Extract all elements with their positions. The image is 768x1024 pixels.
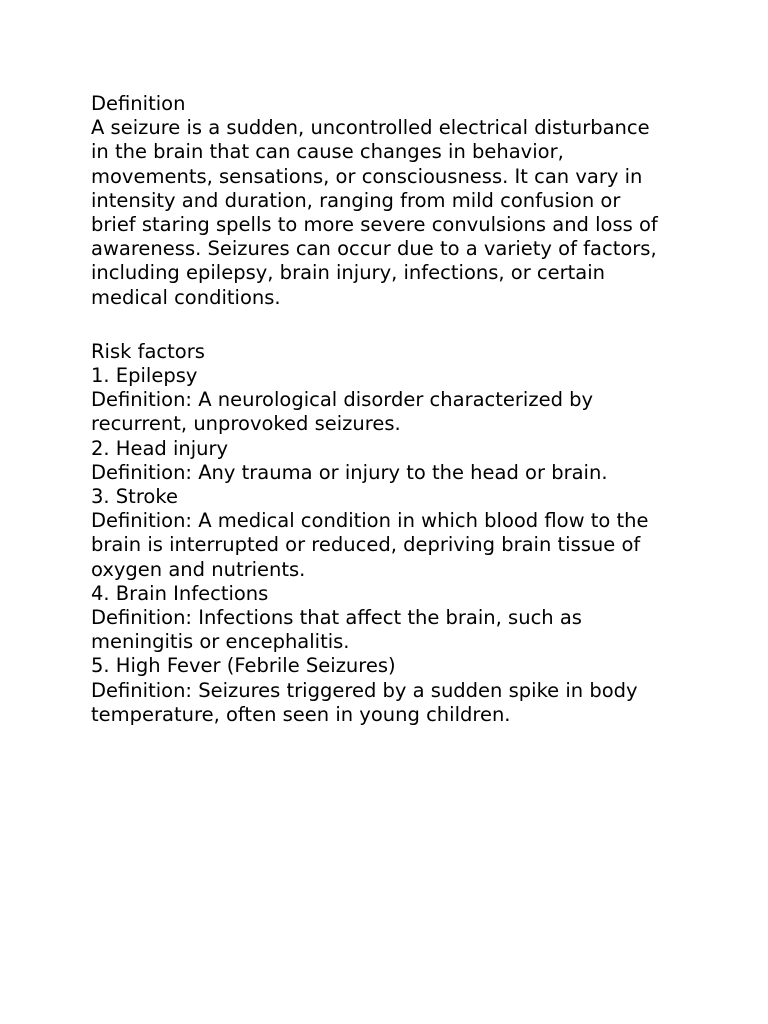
- risk-factor-item-brain-infections: [91, 582, 691, 655]
- risk-factor-definition-line: temperature, often seen in young children.: [91, 702, 511, 726]
- document-page: [91, 92, 691, 727]
- section-spacer: [91, 310, 691, 340]
- risk-factor-definition-line: Definition: A medical condition in which blood flow to the: [91, 509, 649, 533]
- definition-line: medical conditions.: [91, 285, 281, 309]
- definition-heading: Definition: [91, 92, 186, 115]
- risk-factor-definition-line: oxygen and nutrients.: [91, 557, 306, 581]
- risk-factor-title: 3. Stroke: [91, 485, 178, 509]
- definition-line: in the brain that can cause changes in behavior,: [91, 140, 564, 164]
- definition-line: brief staring spells to more severe convulsions and loss of: [91, 213, 658, 237]
- risk-factors-heading: Risk factors: [91, 339, 205, 363]
- definition-line: movements, sensations, or consciousness. It can vary in: [91, 164, 643, 188]
- risk-factor-item-high-fever: [91, 654, 691, 727]
- risk-factor-definition-line: meningitis or encephalitis.: [91, 630, 350, 654]
- risk-factor-definition-line: brain is interrupted or reduced, depriving brain tissue of: [91, 533, 641, 557]
- risk-factor-title: 2. Head injury: [91, 436, 229, 460]
- risk-factor-definition-line: Definition: A neurological disorder characterized by: [91, 388, 594, 412]
- risk-factor-title: 4. Brain Infections: [91, 581, 269, 605]
- definition-paragraph: [91, 116, 691, 310]
- risk-factor-title: 5. High Fever (Febrile Seizures): [91, 654, 396, 678]
- definition-section: [91, 92, 691, 310]
- risk-factor-item-head-injury: [91, 437, 691, 485]
- risk-factor-definition-line: Definition: Seizures triggered by a sudden spike in body: [91, 678, 638, 702]
- risk-factor-item-stroke: [91, 485, 691, 582]
- definition-line: intensity and duration, ranging from mild confusion or: [91, 188, 621, 212]
- definition-line: including epilepsy, brain injury, infections, or certain: [91, 261, 606, 285]
- risk-factors-section: [91, 340, 691, 727]
- risk-factor-definition-line: Definition: Any trauma or injury to the head or brain.: [91, 460, 608, 484]
- risk-factor-definition-line: Definition: Infections that affect the brain, such as: [91, 606, 582, 630]
- definition-line: awareness. Seizures can occur due to a variety of factors,: [91, 237, 657, 261]
- risk-factor-item-epilepsy: [91, 364, 691, 437]
- risk-factor-definition-line: recurrent, unprovoked seizures.: [91, 412, 401, 436]
- risk-factor-title: 1. Epilepsy: [91, 364, 198, 388]
- definition-line: A seizure is a sudden, uncontrolled electrical disturbance: [91, 116, 650, 140]
